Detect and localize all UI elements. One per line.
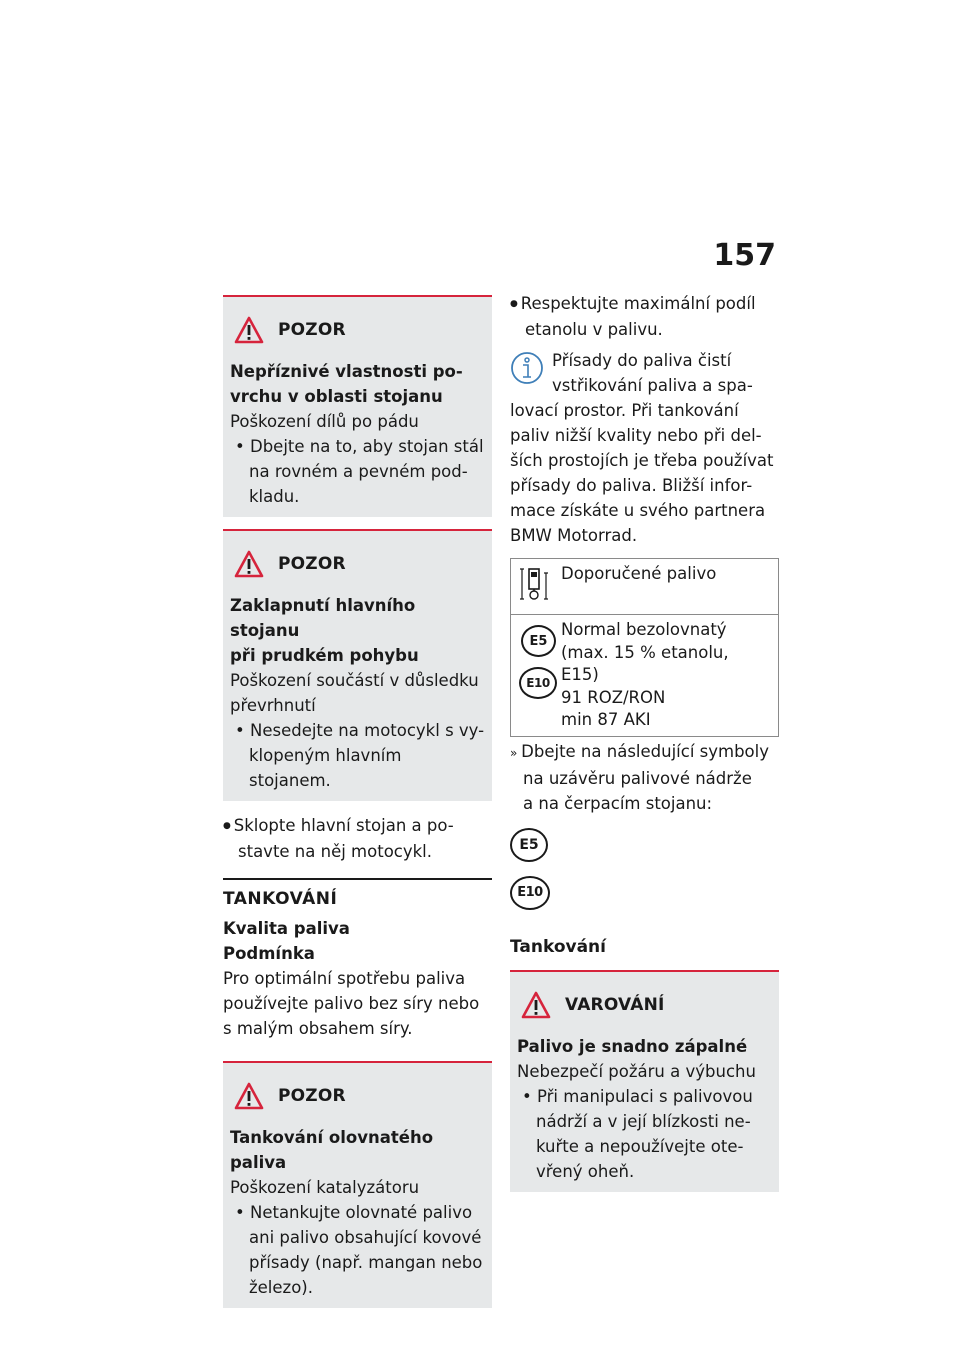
warning-triangle-icon xyxy=(521,991,551,1019)
notice-bullet: • Nesedejte na motocykl s vy- klopeným hlavním stojanem. xyxy=(230,718,486,793)
fuel-spec-row xyxy=(511,614,778,736)
notice-title: POZOR xyxy=(278,1086,346,1106)
notice-heading-line: Zaklapnutí hlavního stojanu xyxy=(230,596,416,640)
subheading: Tankování xyxy=(510,936,606,957)
info-text-line: přísady do paliva. Bližší infor- xyxy=(510,476,753,495)
notice-title: POZOR xyxy=(278,554,346,574)
info-text-line: vstřikování paliva a spa- xyxy=(552,376,753,395)
notice-consequence: Poškození dílů po pádu xyxy=(230,412,419,431)
info-text-line: paliv nižší kvality nebo při del- xyxy=(510,426,762,445)
e10-badge-icon: E10 xyxy=(519,667,557,699)
notice-stand-surface xyxy=(223,295,492,517)
e5-badge-icon: E5 xyxy=(521,625,556,657)
notice-leaded-fuel xyxy=(223,1061,492,1308)
fuel-pump-icon xyxy=(519,567,549,605)
e5-badge-icon: E5 xyxy=(510,828,548,862)
result-item: » Dbejte na následující symboly na uzávěru palivové nádrže a na čerpacím stojanu: xyxy=(510,739,779,816)
info-text-line: Přísady do paliva čistí xyxy=(552,351,732,370)
fuel-spec-row xyxy=(511,559,778,614)
notice-heading-line: Tankování olovnatého paliva xyxy=(230,1128,434,1172)
notice-consequence: Poškození součástí v důsledku xyxy=(230,671,479,690)
subheading: Kvalita paliva xyxy=(223,919,350,938)
notice-bullet: • Netankujte olovnaté palivo ani palivo obsahující kovové přísady (např. mangan nebo železo). xyxy=(230,1200,486,1300)
notice-consequence: Nebezpečí požáru a výbuchu xyxy=(517,1061,756,1081)
info-icon xyxy=(510,350,544,386)
info-text-line: lovací prostor. Při tankování xyxy=(510,401,739,420)
warning-triangle-icon xyxy=(234,316,264,344)
fuel-spec-value: Normal bezolovnatý (max. 15 % etanolu, E15) 91 ROZ/RON min 87 AKI xyxy=(561,620,729,729)
notice-bullet: • Při manipulaci s palivovou nádrží a v její blízkosti ne- kuřte a nepoužívejte ote- vřený oheň. xyxy=(517,1084,773,1184)
notice-title: POZOR xyxy=(278,320,346,340)
right-column xyxy=(510,295,779,1204)
paragraph: Pro optimální spotřebu paliva používejte palivo bez síry nebo s malým obsahem síry. xyxy=(223,969,480,1038)
notice-heading-line: Nepříznivé vlastnosti po- xyxy=(230,362,463,381)
page-number: 157 xyxy=(713,238,776,273)
warning-triangle-icon xyxy=(234,1082,264,1110)
warning-triangle-icon xyxy=(234,550,264,578)
notice-title: VAROVÁNÍ xyxy=(565,994,665,1015)
fuel-spec-label: Doporučené palivo xyxy=(561,564,717,583)
step-item: ● Respektujte maximální podíl etanolu v palivu. xyxy=(510,291,779,342)
info-text-line: ších prostojích je třeba používat xyxy=(510,451,774,470)
notice-bullet: • Dbejte na to, aby stojan stál na rovném a pevném pod- kladu. xyxy=(230,434,486,509)
info-text-line: BMW Motorrad. xyxy=(510,526,638,545)
info-note xyxy=(510,348,779,548)
info-text-line: mace získáte u svého partnera xyxy=(510,501,766,520)
section-title: TANKOVÁNÍ xyxy=(223,878,492,912)
left-column xyxy=(223,295,492,1320)
notice-heading-line: Palivo je snadno zápalné xyxy=(517,1036,748,1056)
subheading: Podmínka xyxy=(223,944,315,963)
notice-consequence: převrhnutí xyxy=(230,696,316,715)
step-item: ● Sklopte hlavní stojan a po- stavte na něj motocykl. xyxy=(223,813,492,864)
notice-heading-line: vrchu v oblasti stojanu xyxy=(230,387,443,406)
notice-stand-snap xyxy=(223,529,492,801)
notice-fuel-flammable xyxy=(510,970,779,1192)
e10-badge-icon: E10 xyxy=(510,876,550,910)
notice-heading-line: při prudkém pohybu xyxy=(230,646,419,665)
fuel-spec-table xyxy=(510,558,779,737)
notice-consequence: Poškození katalyzátoru xyxy=(230,1178,420,1197)
